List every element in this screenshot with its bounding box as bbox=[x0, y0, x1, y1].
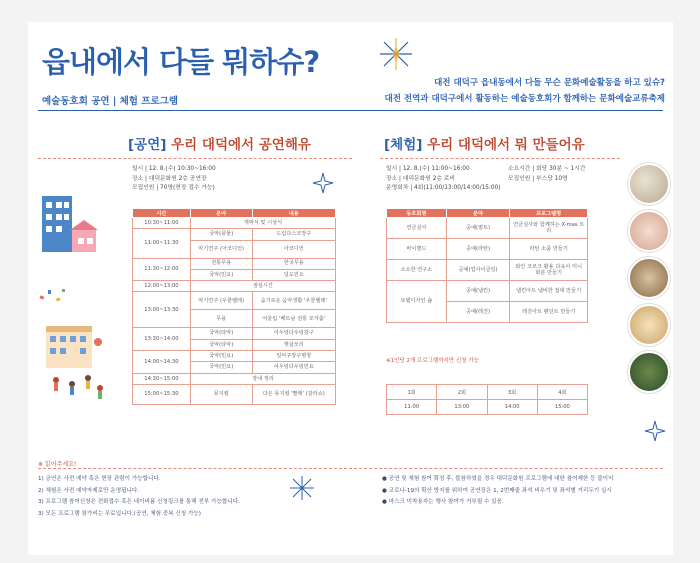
time-cell: 14:00~14:30 bbox=[133, 351, 191, 374]
craft-photo-rattan bbox=[628, 210, 670, 252]
experience-title-text: 우리 대덕에서 뭐 만들어유 bbox=[427, 137, 585, 153]
field-cell: 국악(타악) bbox=[190, 328, 252, 339]
field-cell: 국악(민요) bbox=[190, 351, 252, 362]
star-decoration-icon bbox=[376, 36, 416, 72]
field-cell: 공예(냅킨) bbox=[446, 281, 510, 302]
session-time: 14:00 bbox=[487, 400, 537, 415]
footer-note: ● 마스크 미착용자는 행사 참여가 거부될 수 있음. bbox=[382, 499, 504, 505]
sparkle-icon bbox=[312, 172, 334, 194]
content-cell: 햇살모리 bbox=[252, 339, 336, 350]
info-line: 소요시간 | 회당 30분 ~ 1시간 bbox=[508, 166, 586, 172]
performance-table bbox=[132, 208, 336, 405]
performance-info bbox=[132, 165, 216, 194]
craft-photo-resin bbox=[628, 351, 670, 393]
content-cell: 어우렁다우렁장구 bbox=[252, 328, 336, 339]
table-row bbox=[387, 218, 588, 239]
club-cell: 로템디자인 숍 bbox=[387, 281, 447, 323]
content-cell: 널도민요 bbox=[252, 269, 336, 280]
info-line: 모집인원 | 부스당 10명 bbox=[508, 175, 568, 182]
header-divider bbox=[38, 110, 663, 111]
table-row bbox=[133, 384, 336, 404]
content-cell: 숨기로운 음악생활 '우쿨렐레' bbox=[252, 292, 336, 310]
footer-dash bbox=[38, 468, 663, 469]
program-cell: 라탄 소품 만들기 bbox=[510, 239, 588, 260]
craft-photo-cork bbox=[628, 257, 670, 299]
time-cell: 13:30~14:00 bbox=[133, 328, 191, 351]
experience-title bbox=[384, 133, 585, 153]
page-title: 읍내에서 다들 뭐하슈? bbox=[42, 45, 320, 79]
experience-table bbox=[386, 208, 588, 323]
field-cell: 국악(풍물) bbox=[190, 229, 252, 240]
field-cell: 공예(업사이클링) bbox=[446, 260, 510, 281]
limit-note: ※1인당 2개 프로그램까지만 신청 가능 bbox=[386, 358, 479, 364]
club-cell: 연금실사 bbox=[387, 218, 447, 239]
club-cell: 바이핸드 bbox=[387, 239, 447, 260]
content-cell: 일씨구장구병창 bbox=[252, 351, 336, 362]
footer-notes-left bbox=[38, 474, 240, 520]
intro-line-1: 대전 대덕구 읍내동에서 다들 무슨 문화예술활동을 하고 있슈? bbox=[434, 78, 665, 88]
time-cell: 13:00~13:30 bbox=[133, 292, 191, 328]
time-cell: 12:00~13:00 bbox=[133, 281, 191, 292]
table-row bbox=[133, 292, 336, 310]
col-header: 시간 bbox=[133, 209, 191, 218]
table-row bbox=[387, 260, 588, 281]
footer-notes-right bbox=[382, 474, 614, 509]
section-dash bbox=[38, 158, 352, 159]
col-header: 분야 bbox=[190, 209, 252, 218]
performance-title bbox=[128, 133, 311, 153]
content-cell: 어울림 '베트남 전통 모자춤' bbox=[252, 310, 336, 328]
time-cell: 11:00~11:30 bbox=[133, 229, 191, 258]
session-header: 2회 bbox=[437, 385, 487, 400]
intro-line-2: 대전 전역과 대덕구에서 활동하는 예술동호회가 함께하는 문화예술교류축제 bbox=[384, 94, 665, 104]
table-row bbox=[133, 328, 336, 339]
info-line: 일시 | 12. 8.(수) 10:30~16:00 bbox=[132, 166, 216, 172]
table-row bbox=[133, 258, 336, 269]
field-cell: 공예(라탄) bbox=[446, 239, 510, 260]
table-row bbox=[387, 400, 588, 415]
sparkle-icon bbox=[644, 420, 666, 442]
info-line: 일시 | 12. 8.(수) 11:00~16:00 bbox=[386, 166, 470, 172]
star-decoration-icon bbox=[288, 474, 316, 502]
session-time: 11:00 bbox=[387, 400, 437, 415]
col-header: 동호회명 bbox=[387, 209, 447, 218]
time-cell: 10:30~11:00 bbox=[133, 218, 191, 229]
club-cell: 소소한 연구소 bbox=[387, 260, 447, 281]
content-cell: 어우렁다우렁민요 bbox=[252, 362, 336, 373]
craft-photo-tree bbox=[628, 163, 670, 205]
building-illustration bbox=[40, 190, 100, 252]
content-cell: 아코디언 bbox=[252, 240, 336, 258]
field-cell: 악기연주 (아코디언) bbox=[190, 240, 252, 258]
content-cell: 다온 뮤지컬 '빨래' (갈라쇼) bbox=[252, 384, 336, 404]
info-line: 모집인원 | 70명(현장 접수 가능) bbox=[132, 185, 215, 191]
sessions-table bbox=[386, 384, 588, 415]
field-cell: 국악(민요) bbox=[190, 362, 252, 373]
table-row bbox=[133, 373, 336, 384]
field-cell: 전통무용 bbox=[190, 258, 252, 269]
footer-note: ● 코로나-19의 확산 방지를 위하여 공연장은 1, 2번째줄 좌석 비우기 및 좌석별 거리두기 실시 bbox=[382, 487, 612, 494]
table-row bbox=[387, 239, 588, 260]
field-cell: 점심시간 bbox=[190, 281, 335, 292]
confetti-decoration bbox=[38, 286, 68, 306]
field-cell: 악기연주 (우쿨렐레) bbox=[190, 292, 252, 310]
content-cell: 드림다스코장구 bbox=[252, 229, 336, 240]
col-header: 프로그램명 bbox=[510, 209, 588, 218]
session-time: 13:00 bbox=[437, 400, 487, 415]
poster bbox=[28, 22, 673, 555]
field-cell: 무용 bbox=[190, 310, 252, 328]
session-header: 4회 bbox=[537, 385, 587, 400]
session-header: 1회 bbox=[387, 385, 437, 400]
field-cell: 뮤지컬 bbox=[190, 384, 252, 404]
performance-title-text: 우리 대덕에서 공연해유 bbox=[171, 137, 311, 153]
field-cell: 국악(민요) bbox=[190, 269, 252, 280]
info-line: 장소 | 대덕문화원 2층 공연장 bbox=[132, 175, 207, 182]
program-cell: 와인 코르크 활용 다육이 미니 화분 만들기 bbox=[510, 260, 588, 281]
info-line: 장소 | 대덕문화원 2층 로비 bbox=[386, 175, 456, 182]
field-cell: 국악(타악) bbox=[190, 339, 252, 350]
time-cell: 15:00~15:30 bbox=[133, 384, 191, 404]
table-row bbox=[133, 218, 336, 229]
field-cell: 공예(레진) bbox=[446, 302, 510, 323]
footer-note: 3) 모든 프로그램 참가비는 무료입니다.(공연, 체험 중복 신청 가능) bbox=[38, 510, 201, 517]
table-row bbox=[133, 351, 336, 362]
session-header: 3회 bbox=[487, 385, 537, 400]
page-subtitle: 예술동호회 공연 | 체험 프로그램 bbox=[42, 96, 179, 107]
content-cell: 한국무용 bbox=[252, 258, 336, 269]
experience-bracket: [체험] bbox=[384, 137, 423, 153]
footer-note: 3) 프로그램 참여신청은 전화접수 혹은 네이버폼 신청링크를 통해 전부 가능합니다. bbox=[38, 499, 240, 505]
table-row bbox=[133, 229, 336, 240]
table-row bbox=[387, 281, 588, 302]
experience-info-right bbox=[508, 165, 586, 184]
field-cell: 개막식 및 시상식 bbox=[190, 218, 335, 229]
footer-note: 2) 체험은 사전 예약자제로만 운영됩니다. bbox=[38, 487, 140, 494]
table-row bbox=[133, 281, 336, 292]
performance-bracket: [공연] bbox=[128, 137, 167, 153]
program-cell: 레진아트 펜던트 만들기 bbox=[510, 302, 588, 323]
col-header: 내용 bbox=[252, 209, 336, 218]
time-cell: 14:30~15:00 bbox=[133, 373, 191, 384]
field-cell: 장내 정리 bbox=[190, 373, 335, 384]
session-time: 15:00 bbox=[537, 400, 587, 415]
footer-note: 1) 공연은 사전 예약 혹은 현장 관람이 가능합니다. bbox=[38, 476, 161, 482]
program-cell: 연금실사와 함께하는 X-mas 트리 bbox=[510, 218, 588, 239]
col-header: 분야 bbox=[446, 209, 510, 218]
festival-illustration bbox=[42, 322, 112, 404]
craft-photo-napkin bbox=[628, 304, 670, 346]
program-cell: 냅킨아트 냅비한 접대 만들기 bbox=[510, 281, 588, 302]
experience-info-left bbox=[386, 165, 501, 194]
footer-note: ● 공연 및 체험 참여 확정 후, 불참하였을 경우 대덕문화원 프로그램에 대한 참여제한 등 불이익 bbox=[382, 476, 614, 482]
info-line: 운영회차 | 4회(11:00/13:00/14:00/15:00) bbox=[386, 185, 501, 191]
footer-heading: ※ 읽어주세요! bbox=[38, 461, 77, 468]
field-cell: 공예(퀼트) bbox=[446, 218, 510, 239]
time-cell: 11:30~12:00 bbox=[133, 258, 191, 281]
section-dash bbox=[380, 158, 620, 159]
